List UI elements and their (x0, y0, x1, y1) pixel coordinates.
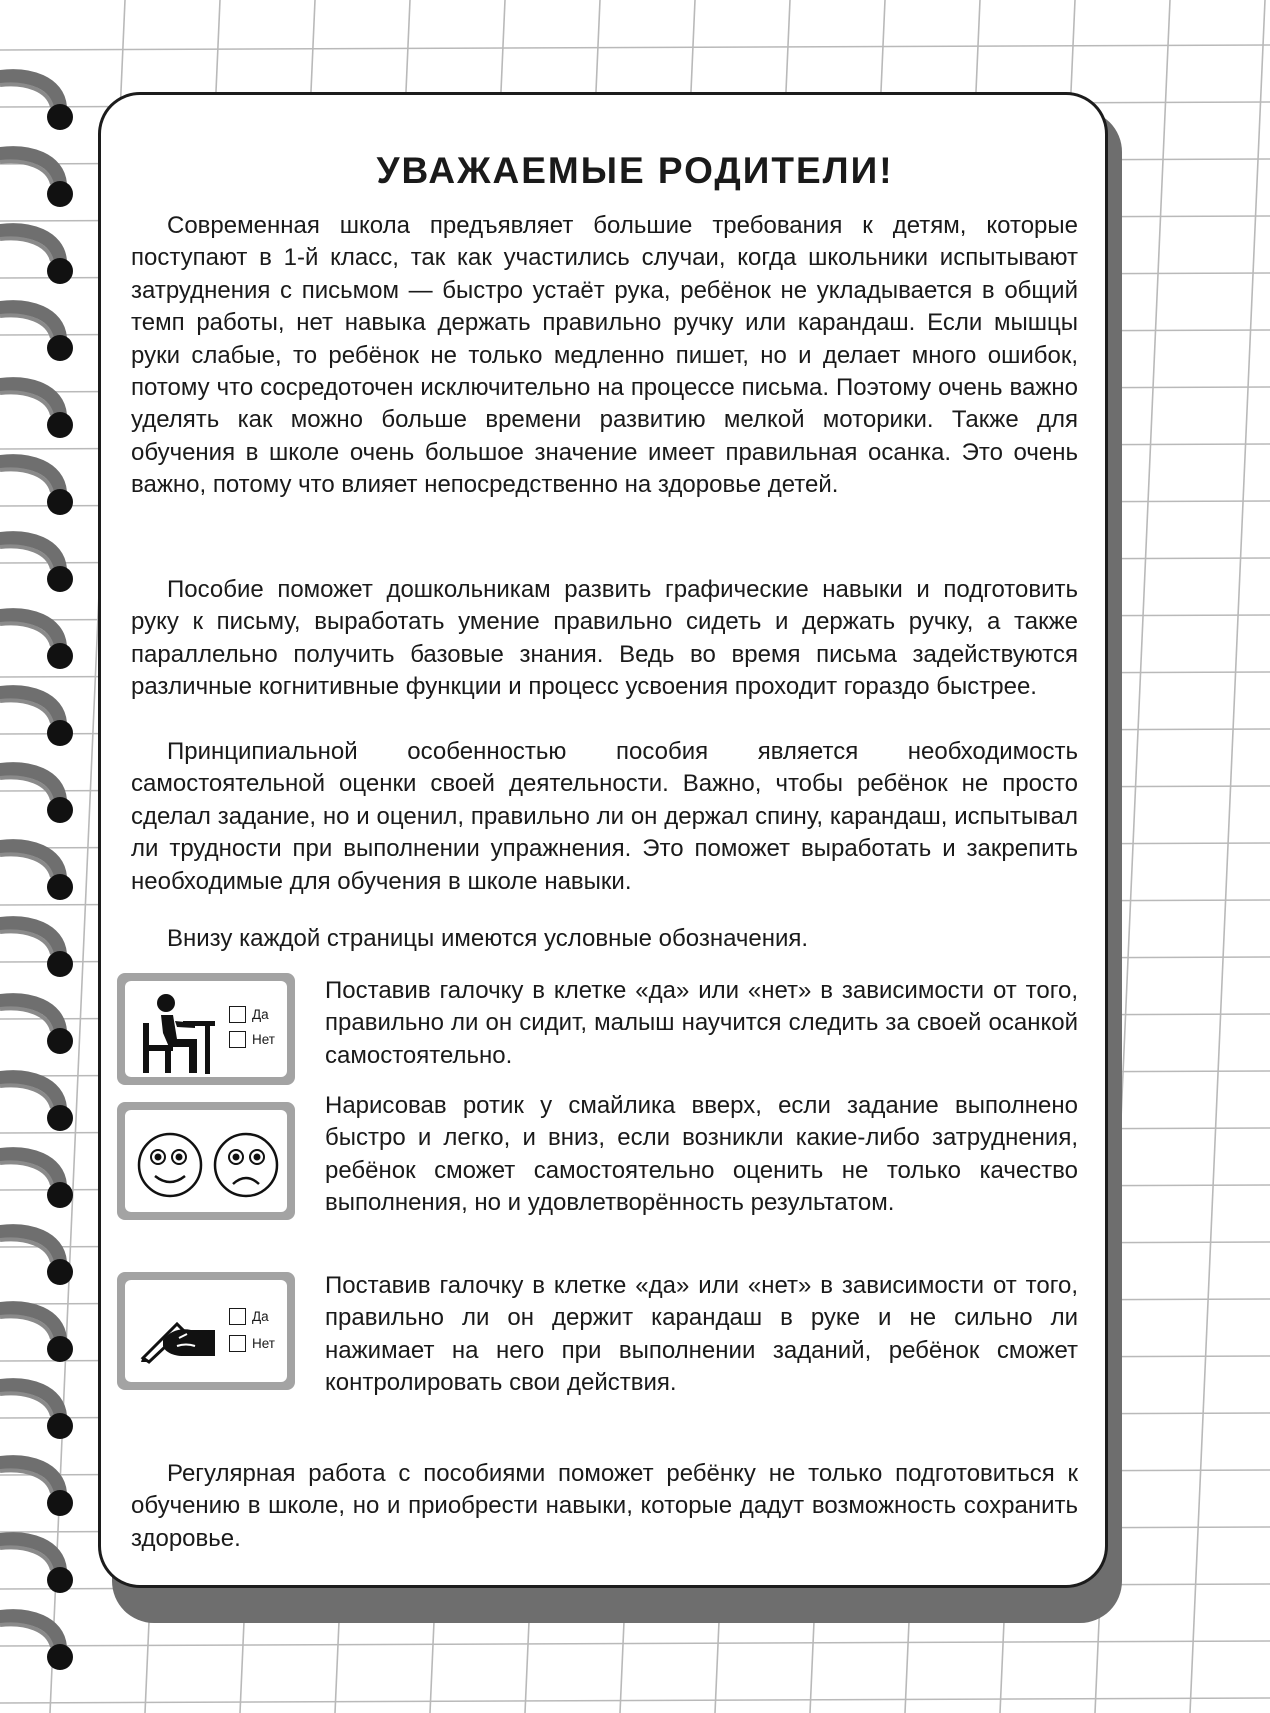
pencil-grip-checkbox-icon (117, 1272, 295, 1390)
checkbox-yes: Да (229, 1006, 269, 1023)
smileys-icon (117, 1102, 295, 1220)
paragraph-3: Принципиальной особенностью пособия является необходимость самостоятельной оценки своей деятельности. Важно, чтобы ребёнок не просто сделал задание, но и оценил, правильно ли он держал спину, карандаш, испытывал ли трудности при выполнении упражнения. Это поможет выработать и закрепить необходимые для обучения в школе навыки. (131, 738, 1078, 895)
sitting-child-icon (139, 993, 219, 1077)
spiral-binding (0, 0, 90, 1713)
paragraph-4: Внизу каждой страницы имеются условные обозначения. (167, 925, 809, 952)
posture-checkbox-icon (117, 973, 295, 1085)
happy-smiley-icon (135, 1130, 205, 1200)
checkbox-yes: Да (229, 1308, 269, 1325)
checkbox-no: Нет (229, 1335, 275, 1352)
hand-pencil-icon (137, 1308, 221, 1364)
paragraph-1: Современная школа предъявляет большие требования к детям, которые поступают в 1-й класс, так как участились случаи, когда школьники испытывают затруднения с письмом — быстро устаёт рука, ребёнок не укладывается в общий темп работы, нет навыка держать правильно ручку или карандаш. Если мышцы руки слабые, то ребёнок не только медленно пишет, но и делает много ошибок, потому что сосредоточен исключительно на процессе письма. Поэтому очень важно уделять как можно больше времени развитию мелкой моторики. Также для обучения в школе очень большое значение имеет правильная осанка. Это очень важно, потому что влияет непосредственно на здоровье детей. (131, 212, 1078, 499)
legend-text-pencil-grip: Поставив галочку в клетке «да» или «нет» в зависимости от того, правильно ли он держит карандаш в руке и не сильно ли нажимает на него при выполнении заданий, ребёнок сможет контролировать свои действия. (325, 1272, 1078, 1397)
checkbox-square (229, 1308, 246, 1325)
closing-paragraph: Регулярная работа с пособиями поможет ребёнку не только подготовиться к обучению в школе, но и приобрести навыки, которые дадут возможность сохранить здоровье. (131, 1460, 1078, 1552)
checkbox-square (229, 1335, 246, 1352)
page-title: УВАЖАЕМЫЕ РОДИТЕЛИ! (376, 150, 894, 191)
paragraph-2: Пособие поможет дошкольникам развить графические навыки и подготовить руку к письму, выработать умение правильно сидеть и держать ручку, а также параллельно получить базовые знания. Ведь во время письма задействуются различные когнитивные функции и процесс усвоения проходит гораздо быстрее. (131, 576, 1078, 701)
legend-text-smileys: Нарисовав ротик у смайлика вверх, если задание выполнено быстро и легко, и вниз, если возникли какие-либо затруднения, ребёнок сможет самостоятельно оценить не только качество выполнения, но и удовлетворённость результатом. (325, 1092, 1078, 1217)
sad-smiley-icon (211, 1130, 281, 1200)
checkbox-square (229, 1006, 246, 1023)
legend-text-posture: Поставив галочку в клетке «да» или «нет» в зависимости от того, правильно ли он сидит, малыш научится следить за своей осанкой самостоятельно. (325, 977, 1078, 1069)
checkbox-no: Нет (229, 1031, 275, 1048)
checkbox-square (229, 1031, 246, 1048)
